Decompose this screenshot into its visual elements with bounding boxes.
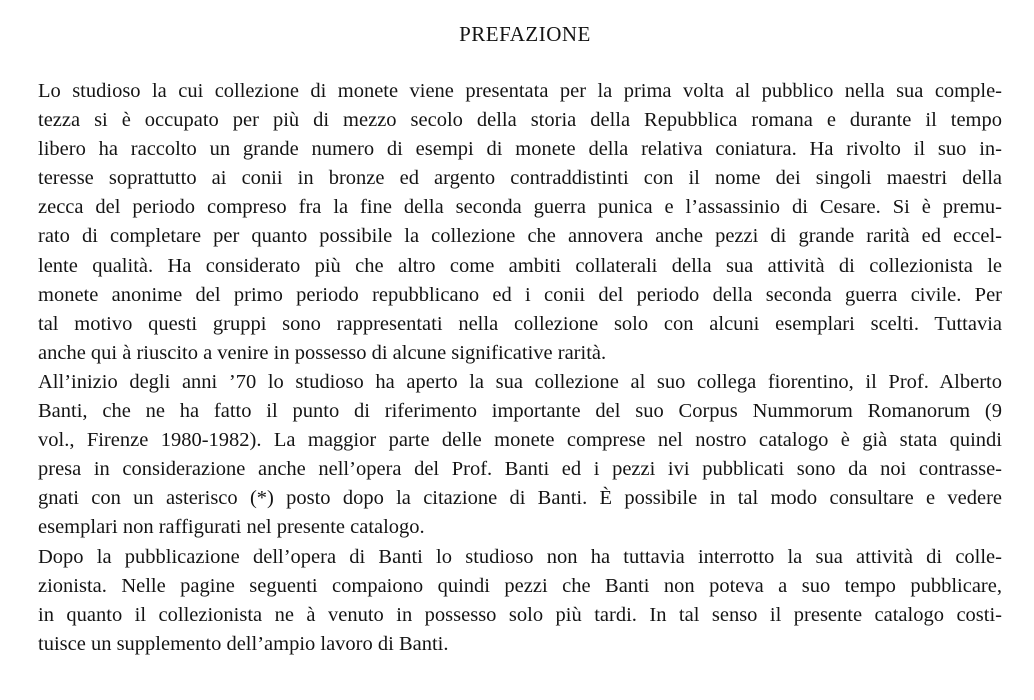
text-line: esemplari non raffigurati nel presente catalogo. — [38, 516, 425, 539]
text-line: presa in considerazione anche nell’opera del Prof. Banti ed i pezzi ivi pubblicati sono da noi contrasse- — [38, 458, 1002, 481]
text-line: tezza si è occupato per più di mezzo secolo della storia della Repubblica romana e durante il tempo — [38, 109, 1002, 132]
text-line: zionista. Nelle pagine seguenti compaiono quindi pezzi che Banti non poteva a suo tempo pubblicare, — [38, 574, 1002, 597]
text-line: anche qui à riuscito a venire in possesso di alcune significative rarità. — [38, 341, 607, 364]
text-line: libero ha raccolto un grande numero di esempi di monete della relativa coniatura. Ha rivolto il suo in- — [38, 138, 1002, 161]
text-line: Dopo la pubblicazione dell’opera di Banti lo studioso non ha tuttavia interrotto la sua attività di colle- — [38, 545, 1002, 568]
page-title: PREFAZIONE — [459, 22, 591, 46]
text-line: tal motivo questi gruppi sono rappresentati nella collezione solo con alcuni esemplari scelti. Tuttavia — [38, 312, 1002, 335]
text-line: Banti, che ne ha fatto il punto di riferimento importante del suo Corpus Nummorum Romanorum (9 — [38, 400, 1002, 423]
text-line: Lo studioso la cui collezione di monete viene presentata per la prima volta al pubblico nella sua comple- — [38, 80, 1002, 102]
paragraph-3 — [38, 543, 1002, 659]
text-line: rato di completare per quanto possibile la collezione che annovera anche pezzi di grande rarità ed eccel- — [38, 225, 1002, 248]
text-line: teresse soprattutto ai conii in bronze ed argento contraddistinti con il nome dei singoli maestri della — [38, 167, 1002, 190]
text-line: tuisce un supplemento dell’ampio lavoro di Banti. — [38, 632, 449, 655]
text-line: All’inizio degli anni ’70 lo studioso ha aperto la sua collezione al suo collega fiorentino, il Prof. Alberto — [38, 370, 1002, 393]
paragraph-2 — [38, 368, 1002, 543]
text-line: zecca del periodo compreso fra la fine della seconda guerra punica e l’assassinio di Cesare. Si è premu- — [38, 196, 1002, 219]
text-line: lente qualità. Ha considerato più che altro come ambiti collaterali della sua attività di collezionista le — [38, 254, 1002, 277]
text-line: vol., Firenze 1980-1982). La maggior parte delle monete comprese nel nostro catalogo è già stata quindi — [38, 429, 1002, 452]
text-line: monete anonime del primo periodo repubblicano ed i conii del periodo della seconda guerra civile. Per — [38, 283, 1002, 306]
text-line: gnati con un asterisco (*) posto dopo la citazione di Banti. È possibile in tal modo consultare e vedere — [38, 487, 1002, 510]
paragraph-1 — [38, 77, 1002, 368]
text-line: in quanto il collezionista ne à venuto in possesso solo più tardi. In tal senso il presente catalogo costi- — [38, 603, 1002, 626]
